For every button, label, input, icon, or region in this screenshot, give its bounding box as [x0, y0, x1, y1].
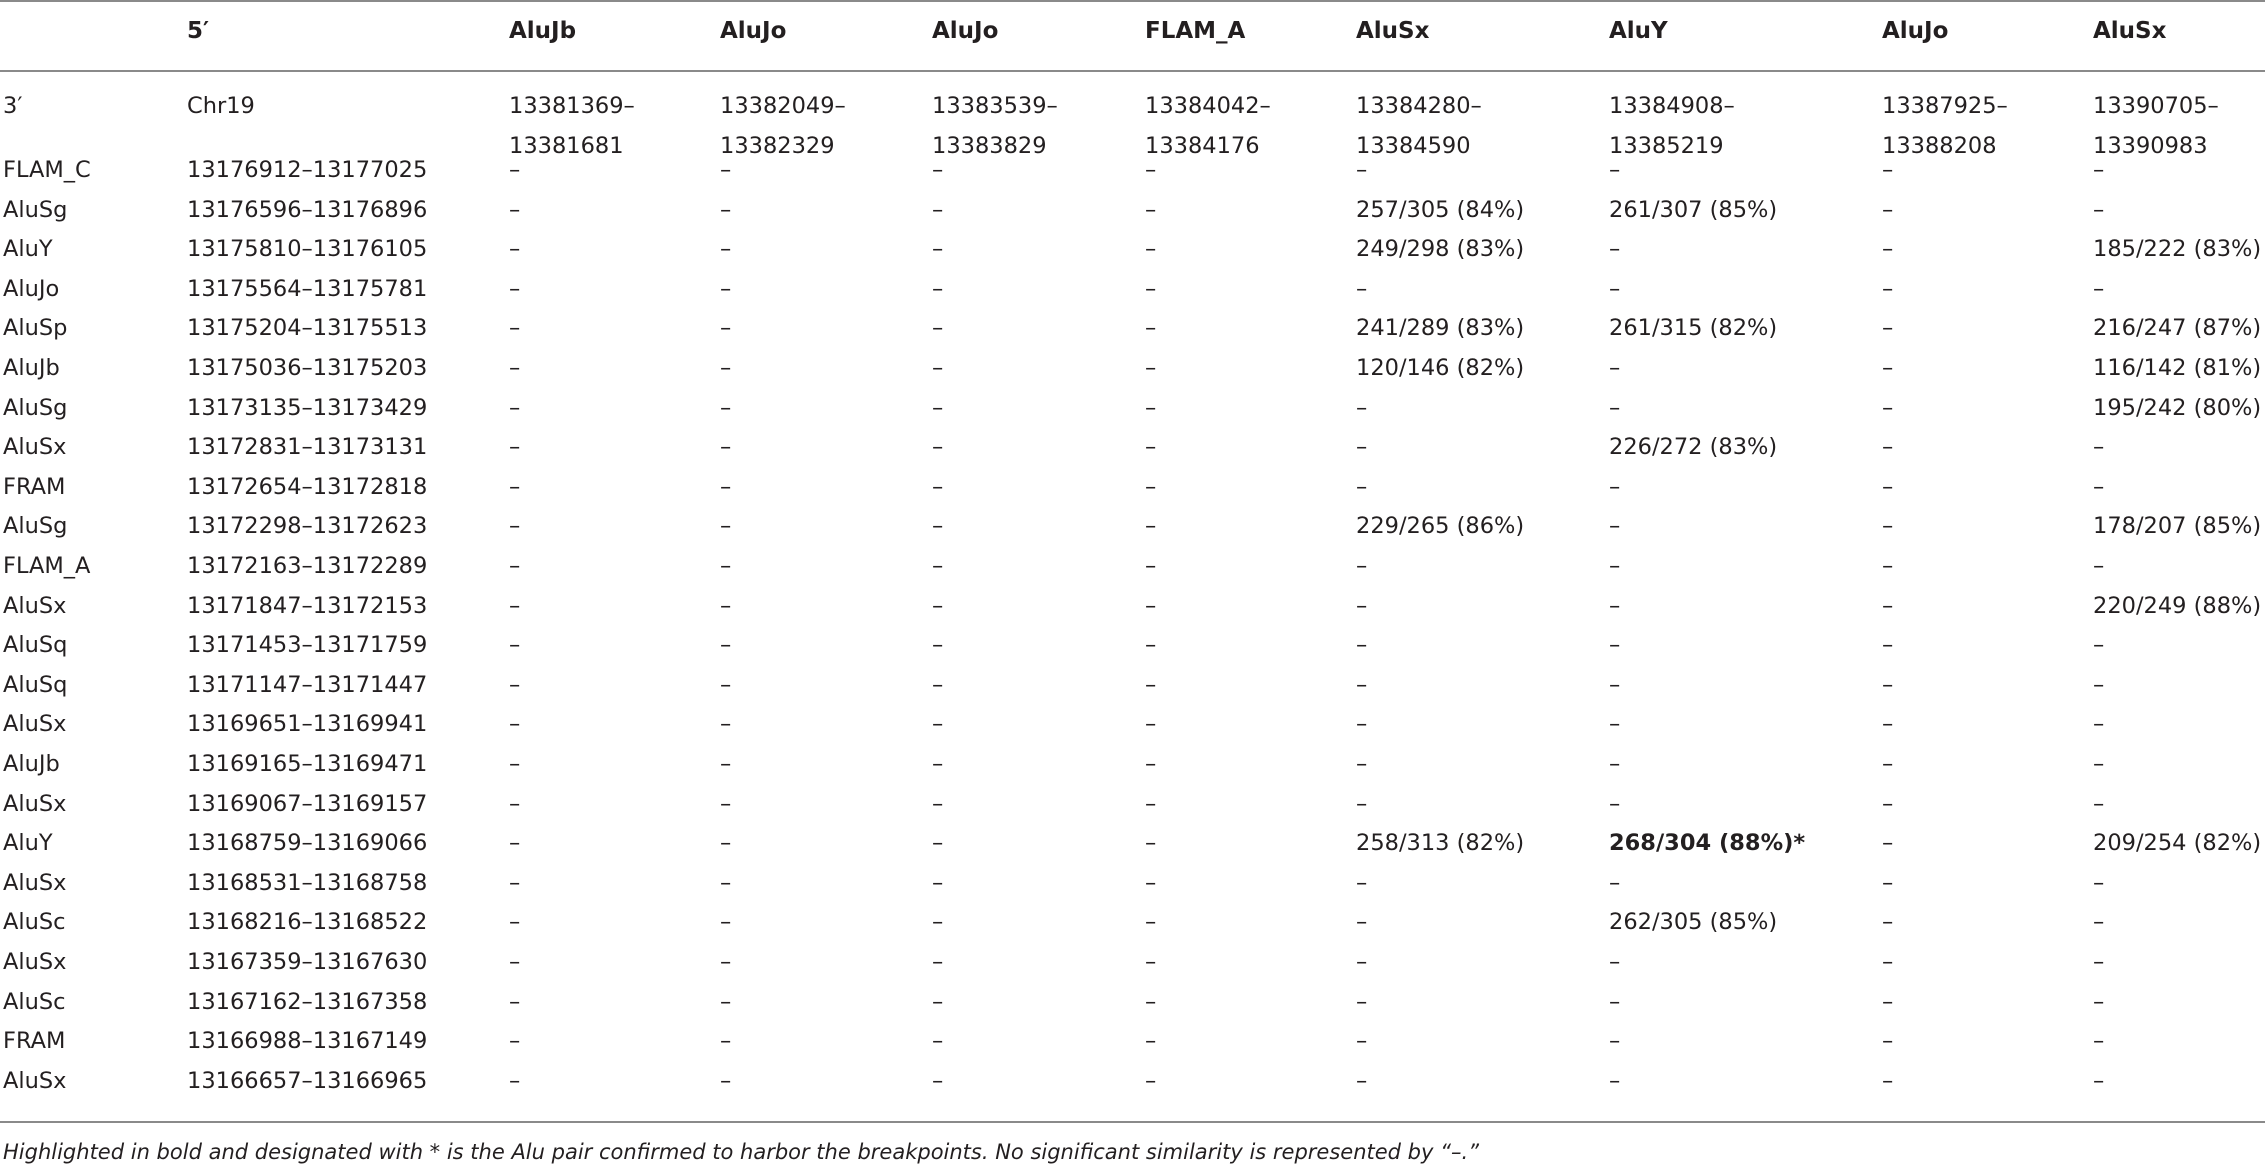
similarity-cell: – — [2093, 275, 2105, 302]
similarity-cell: – — [509, 473, 521, 500]
coord-start: 13384908– — [1609, 93, 1735, 119]
similarity-cell: – — [2093, 157, 2105, 183]
similarity-cell: 241/289 (83%) — [1356, 315, 1525, 342]
coord-start: 13387925– — [1882, 93, 2008, 119]
similarity-cell: – — [932, 1028, 944, 1055]
similarity-cell: – — [932, 711, 944, 738]
row-coordinate-range: 13171147–13171447 — [187, 671, 428, 698]
similarity-cell: – — [1145, 275, 1157, 302]
similarity-cell: – — [1356, 473, 1368, 500]
row-element-name: AluJb — [3, 751, 60, 777]
table-row — [0, 587, 2265, 627]
similarity-cell: – — [1145, 751, 1157, 777]
similarity-cell: – — [1356, 157, 1368, 183]
row-element-name: AluJo — [3, 275, 60, 302]
similarity-cell: – — [1882, 671, 1894, 698]
similarity-cell: 229/265 (86%) — [1356, 513, 1525, 540]
similarity-cell: – — [720, 473, 732, 500]
table-row — [0, 903, 2265, 943]
coordinates-row — [0, 86, 2265, 158]
similarity-cell: – — [1356, 275, 1368, 302]
similarity-cell: – — [1145, 790, 1157, 817]
similarity-cell: – — [509, 949, 521, 975]
similarity-cell: – — [1882, 315, 1894, 342]
row-coordinate-range: 13171453–13171759 — [187, 632, 428, 659]
table-row — [0, 745, 2265, 785]
similarity-cell: – — [1356, 869, 1368, 896]
similarity-cell: – — [2093, 751, 2105, 777]
similarity-cell: – — [720, 632, 732, 659]
similarity-cell: – — [1609, 355, 1621, 381]
similarity-cell: – — [1356, 632, 1368, 659]
table-header-row — [0, 0, 2265, 70]
coord-end: 13390983 — [2093, 133, 2208, 159]
similarity-cell: – — [1356, 751, 1368, 777]
similarity-cell: – — [720, 988, 732, 1015]
similarity-cell: – — [1145, 592, 1157, 619]
row-coordinate-range: 13175204–13175513 — [187, 315, 428, 342]
similarity-cell: – — [932, 1067, 944, 1094]
table-row — [0, 666, 2265, 706]
similarity-cell: – — [720, 751, 732, 777]
table-row — [0, 389, 2265, 429]
similarity-cell: – — [509, 869, 521, 896]
similarity-cell: – — [509, 1067, 521, 1094]
row-coordinate-range: 13166657–13166965 — [187, 1067, 428, 1094]
similarity-cell: 258/313 (82%) — [1356, 830, 1525, 857]
header-5prime: 5′ — [187, 18, 210, 44]
similarity-cell: – — [932, 355, 944, 381]
similarity-cell: – — [1609, 751, 1621, 777]
similarity-cell: – — [1356, 1028, 1368, 1055]
similarity-cell: – — [509, 236, 521, 263]
table-row — [0, 151, 2265, 191]
row-coordinate-range: 13172298–13172623 — [187, 513, 428, 540]
similarity-cell: – — [1145, 553, 1157, 579]
similarity-cell: – — [1882, 157, 1894, 183]
similarity-cell: – — [1609, 671, 1621, 698]
similarity-cell: – — [509, 711, 521, 738]
row-coordinate-range: 13167359–13167630 — [187, 949, 428, 975]
similarity-cell: – — [1609, 949, 1621, 975]
similarity-cell: – — [720, 355, 732, 381]
row-coordinate-range: 13175810–13176105 — [187, 236, 428, 263]
similarity-cell: – — [509, 909, 521, 936]
row-coordinate-range: 13169165–13169471 — [187, 751, 428, 777]
row-element-name: AluSq — [3, 671, 68, 698]
similarity-cell: – — [509, 671, 521, 698]
row-coordinate-range: 13172831–13173131 — [187, 434, 428, 461]
row-coordinate-range: 13172654–13172818 — [187, 473, 428, 500]
table-row — [0, 626, 2265, 666]
similarity-cell: 261/315 (82%) — [1609, 315, 1778, 342]
similarity-cell: 261/307 (85%) — [1609, 196, 1778, 223]
similarity-cell: – — [509, 1028, 521, 1055]
similarity-cell: – — [1145, 988, 1157, 1015]
similarity-cell: – — [932, 671, 944, 698]
similarity-cell: – — [1882, 236, 1894, 263]
similarity-cell: – — [932, 275, 944, 302]
coord-end: 13383829 — [932, 133, 1047, 159]
row-coordinate-range: 13173135–13173429 — [187, 394, 428, 421]
row-element-name: AluSx — [3, 949, 67, 975]
similarity-cell: – — [509, 830, 521, 857]
similarity-cell: – — [720, 434, 732, 461]
similarity-cell: – — [509, 751, 521, 777]
table-row — [0, 349, 2265, 389]
similarity-cell: – — [720, 949, 732, 975]
similarity-cell: – — [1145, 949, 1157, 975]
similarity-cell: – — [1356, 553, 1368, 579]
row-element-name: AluSg — [3, 196, 68, 223]
similarity-cell: – — [1882, 355, 1894, 381]
similarity-cell: – — [1609, 711, 1621, 738]
similarity-cell: – — [2093, 1028, 2105, 1055]
similarity-cell: – — [1356, 949, 1368, 975]
similarity-cell: – — [1356, 790, 1368, 817]
similarity-cell: – — [932, 236, 944, 263]
similarity-cell: – — [1145, 315, 1157, 342]
similarity-cell: – — [720, 157, 732, 183]
similarity-cell: – — [720, 196, 732, 223]
similarity-cell: 220/249 (88%) — [2093, 592, 2262, 619]
similarity-cell: – — [720, 790, 732, 817]
row-element-name: AluY — [3, 830, 53, 857]
similarity-cell: – — [1882, 196, 1894, 223]
similarity-cell: – — [1145, 1028, 1157, 1055]
coord-start: 13384042– — [1145, 93, 1271, 119]
header-col-4: FLAM_A — [1145, 18, 1246, 44]
table-row — [0, 547, 2265, 587]
similarity-cell: 116/142 (81%) — [2093, 355, 2262, 381]
header-col-3: AluJo — [932, 18, 999, 44]
coord-start: 13381369– — [509, 93, 635, 119]
similarity-cell: – — [509, 553, 521, 579]
similarity-cell: – — [2093, 671, 2105, 698]
similarity-cell: – — [509, 275, 521, 302]
similarity-cell: – — [932, 632, 944, 659]
similarity-cell: – — [720, 236, 732, 263]
table-row — [0, 270, 2265, 310]
similarity-cell: – — [1882, 869, 1894, 896]
similarity-cell: – — [1145, 236, 1157, 263]
table-row — [0, 428, 2265, 468]
similarity-cell: – — [1609, 394, 1621, 421]
table-row — [0, 785, 2265, 825]
coord-start: 13384280– — [1356, 93, 1482, 119]
similarity-cell: 178/207 (85%) — [2093, 513, 2262, 540]
similarity-cell: – — [1145, 671, 1157, 698]
similarity-cell: – — [1882, 830, 1894, 857]
coord-end: 13385219 — [1609, 133, 1724, 159]
row-element-name: AluSq — [3, 632, 68, 659]
similarity-cell: – — [509, 315, 521, 342]
similarity-cell: – — [1609, 1028, 1621, 1055]
similarity-cell: – — [1882, 711, 1894, 738]
similarity-cell: – — [509, 196, 521, 223]
similarity-cell: – — [1145, 830, 1157, 857]
similarity-cell: – — [932, 988, 944, 1015]
bottom-rule — [0, 1121, 2265, 1123]
similarity-cell: – — [509, 988, 521, 1015]
similarity-cell: – — [2093, 473, 2105, 500]
similarity-cell: – — [1145, 473, 1157, 500]
header-col-8: AluSx — [2093, 18, 2167, 44]
similarity-cell: – — [1356, 909, 1368, 936]
similarity-cell: – — [1882, 553, 1894, 579]
similarity-cell: – — [1609, 553, 1621, 579]
similarity-cell: – — [932, 473, 944, 500]
similarity-cell: – — [932, 909, 944, 936]
similarity-cell: – — [720, 711, 732, 738]
table-row — [0, 309, 2265, 349]
similarity-cell: – — [932, 394, 944, 421]
similarity-cell: – — [1609, 790, 1621, 817]
chromosome-label: Chr19 — [187, 93, 255, 119]
row-coordinate-range: 13175564–13175781 — [187, 275, 428, 302]
similarity-cell: – — [1145, 157, 1157, 183]
row-element-name: AluJb — [3, 355, 60, 381]
row-element-name: AluSx — [3, 790, 67, 817]
row-element-name: AluSc — [3, 909, 66, 936]
coord-end: 13384590 — [1356, 133, 1471, 159]
table-row — [0, 983, 2265, 1023]
similarity-cell: – — [2093, 711, 2105, 738]
similarity-cell: – — [720, 1028, 732, 1055]
similarity-cell: 120/146 (82%) — [1356, 355, 1525, 381]
similarity-cell: 216/247 (87%) — [2093, 315, 2262, 342]
similarity-cell: – — [720, 830, 732, 857]
similarity-cell: – — [720, 315, 732, 342]
breakpoint-similarity-cell: 268/304 (88%)* — [1609, 830, 1806, 857]
coord-end: 13384176 — [1145, 133, 1260, 159]
row-coordinate-range: 13168216–13168522 — [187, 909, 428, 936]
similarity-cell: – — [932, 196, 944, 223]
similarity-cell: – — [932, 592, 944, 619]
similarity-cell: – — [509, 434, 521, 461]
label-3prime: 3′ — [3, 93, 23, 119]
similarity-cell: – — [2093, 434, 2105, 461]
similarity-cell: – — [1356, 592, 1368, 619]
similarity-cell: – — [1145, 632, 1157, 659]
row-element-name: AluSx — [3, 592, 67, 619]
similarity-cell: 209/254 (82%) — [2093, 830, 2262, 857]
row-element-name: AluSg — [3, 394, 68, 421]
similarity-cell: – — [1145, 355, 1157, 381]
table-row — [0, 1022, 2265, 1062]
similarity-cell: – — [509, 157, 521, 183]
similarity-cell: – — [1145, 394, 1157, 421]
similarity-cell: – — [1609, 275, 1621, 302]
similarity-cell: – — [720, 909, 732, 936]
similarity-cell: – — [932, 434, 944, 461]
row-element-name: FLAM_A — [3, 553, 91, 579]
coord-end: 13382329 — [720, 133, 835, 159]
similarity-cell: – — [2093, 790, 2105, 817]
similarity-cell: 185/222 (83%) — [2093, 236, 2262, 263]
similarity-cell: – — [932, 315, 944, 342]
similarity-cell: – — [1609, 236, 1621, 263]
row-element-name: AluSx — [3, 711, 67, 738]
similarity-cell: – — [1145, 513, 1157, 540]
similarity-cell: 249/298 (83%) — [1356, 236, 1525, 263]
table-row — [0, 705, 2265, 745]
similarity-cell: – — [1882, 632, 1894, 659]
table-footnote: Highlighted in bold and designated with * is the Alu pair confirmed to harbor the breakpoints. No significant similarity is represented by “–.” — [3, 1140, 1480, 1164]
similarity-cell: – — [2093, 196, 2105, 223]
similarity-cell: – — [1145, 1067, 1157, 1094]
similarity-cell: – — [1609, 632, 1621, 659]
row-coordinate-range: 13172163–13172289 — [187, 553, 428, 579]
similarity-cell: – — [1145, 434, 1157, 461]
row-coordinate-range: 13167162–13167358 — [187, 988, 428, 1015]
row-element-name: FLAM_C — [3, 157, 91, 183]
similarity-cell: – — [1609, 473, 1621, 500]
similarity-cell: – — [932, 869, 944, 896]
similarity-cell: – — [1882, 909, 1894, 936]
row-element-name: AluSx — [3, 869, 67, 896]
similarity-cell: – — [2093, 949, 2105, 975]
similarity-cell: – — [1882, 434, 1894, 461]
similarity-cell: – — [720, 553, 732, 579]
similarity-cell: – — [720, 869, 732, 896]
row-element-name: AluSx — [3, 434, 67, 461]
row-coordinate-range: 13171847–13172153 — [187, 592, 428, 619]
row-element-name: FRAM — [3, 473, 66, 500]
header-col-6: AluY — [1609, 18, 1668, 44]
similarity-cell: – — [1609, 1067, 1621, 1094]
similarity-cell: 257/305 (84%) — [1356, 196, 1525, 223]
similarity-cell: – — [720, 671, 732, 698]
similarity-cell: – — [2093, 988, 2105, 1015]
similarity-cell: – — [2093, 632, 2105, 659]
row-coordinate-range: 13175036–13175203 — [187, 355, 428, 381]
table-row — [0, 943, 2265, 983]
table-row — [0, 191, 2265, 231]
similarity-cell: – — [1882, 751, 1894, 777]
row-element-name: AluY — [3, 236, 53, 263]
similarity-cell: – — [720, 275, 732, 302]
similarity-cell: – — [509, 355, 521, 381]
row-coordinate-range: 13176912–13177025 — [187, 157, 428, 183]
similarity-cell: – — [1145, 909, 1157, 936]
header-col-2: AluJo — [720, 18, 787, 44]
header-rule — [0, 70, 2265, 72]
similarity-cell: – — [1882, 473, 1894, 500]
similarity-cell: – — [1609, 988, 1621, 1015]
row-element-name: AluSx — [3, 1067, 67, 1094]
row-coordinate-range: 13169651–13169941 — [187, 711, 428, 738]
similarity-cell: – — [1356, 988, 1368, 1015]
similarity-cell: – — [932, 553, 944, 579]
header-col-5: AluSx — [1356, 18, 1430, 44]
similarity-cell: – — [509, 790, 521, 817]
similarity-cell: – — [1882, 275, 1894, 302]
similarity-cell: – — [1609, 869, 1621, 896]
table-row — [0, 507, 2265, 547]
similarity-cell: – — [1609, 592, 1621, 619]
similarity-cell: – — [2093, 1067, 2105, 1094]
similarity-cell: – — [1356, 671, 1368, 698]
similarity-cell: – — [1145, 711, 1157, 738]
similarity-cell: – — [509, 513, 521, 540]
table-row — [0, 864, 2265, 904]
table-row — [0, 1062, 2265, 1102]
table-row — [0, 230, 2265, 270]
similarity-cell: – — [1882, 1028, 1894, 1055]
similarity-cell: – — [1356, 1067, 1368, 1094]
similarity-cell: – — [2093, 869, 2105, 896]
header-col-7: AluJo — [1882, 18, 1949, 44]
row-coordinate-range: 13168531–13168758 — [187, 869, 428, 896]
row-coordinate-range: 13166988–13167149 — [187, 1028, 428, 1055]
similarity-cell: – — [1609, 157, 1621, 183]
similarity-cell: – — [720, 513, 732, 540]
row-element-name: AluSg — [3, 513, 68, 540]
coord-start: 13383539– — [932, 93, 1058, 119]
table-row — [0, 824, 2265, 864]
coord-start: 13390705– — [2093, 93, 2219, 119]
similarity-cell: – — [1356, 434, 1368, 461]
similarity-cell: – — [1882, 513, 1894, 540]
similarity-cell: – — [1356, 394, 1368, 421]
similarity-cell: – — [1356, 711, 1368, 738]
similarity-cell: – — [1882, 1067, 1894, 1094]
coord-start: 13382049– — [720, 93, 846, 119]
similarity-cell: – — [1882, 949, 1894, 975]
table-row — [0, 468, 2265, 508]
similarity-cell: – — [1882, 988, 1894, 1015]
similarity-cell: 262/305 (85%) — [1609, 909, 1778, 936]
similarity-cell: 226/272 (83%) — [1609, 434, 1778, 461]
similarity-cell: – — [932, 157, 944, 183]
similarity-cell: – — [1145, 869, 1157, 896]
similarity-cell: – — [1882, 592, 1894, 619]
similarity-cell: – — [509, 632, 521, 659]
similarity-cell: – — [509, 592, 521, 619]
similarity-cell: – — [509, 394, 521, 421]
similarity-cell: – — [1882, 790, 1894, 817]
similarity-cell: – — [932, 790, 944, 817]
similarity-cell: – — [720, 592, 732, 619]
row-element-name: AluSp — [3, 315, 68, 342]
row-coordinate-range: 13168759–13169066 — [187, 830, 428, 857]
coord-end: 13388208 — [1882, 133, 1997, 159]
similarity-cell: – — [720, 394, 732, 421]
similarity-cell: – — [932, 949, 944, 975]
similarity-cell: – — [720, 1067, 732, 1094]
row-element-name: FRAM — [3, 1028, 66, 1055]
similarity-cell: 195/242 (80%) — [2093, 394, 2262, 421]
similarity-cell: – — [932, 751, 944, 777]
similarity-cell: – — [1882, 394, 1894, 421]
row-element-name: AluSc — [3, 988, 66, 1015]
row-coordinate-range: 13176596–13176896 — [187, 196, 428, 223]
similarity-cell: – — [932, 830, 944, 857]
row-coordinate-range: 13169067–13169157 — [187, 790, 428, 817]
similarity-cell: – — [932, 513, 944, 540]
header-col-1: AluJb — [509, 18, 577, 44]
similarity-cell: – — [2093, 909, 2105, 936]
similarity-cell: – — [1145, 196, 1157, 223]
similarity-cell: – — [1609, 513, 1621, 540]
coord-end: 13381681 — [509, 133, 624, 159]
similarity-cell: – — [2093, 553, 2105, 579]
